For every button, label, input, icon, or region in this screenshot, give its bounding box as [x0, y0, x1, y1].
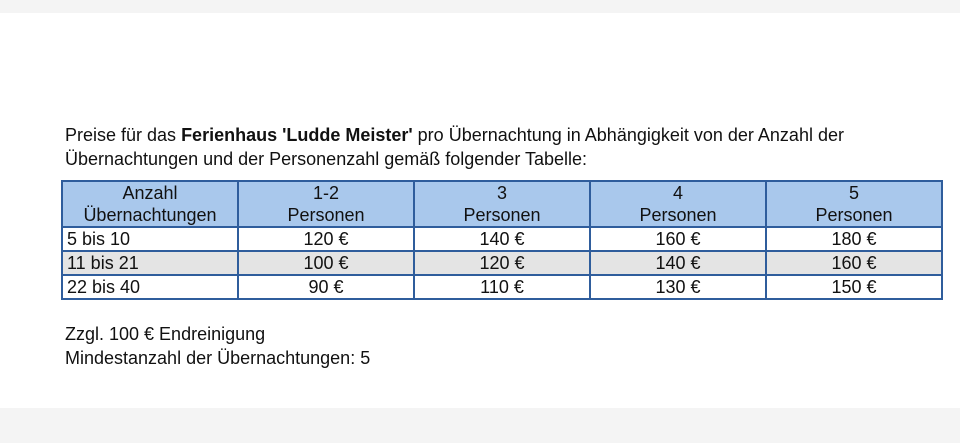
cell-price: 130 €: [590, 275, 766, 299]
cell-price: 140 €: [414, 227, 590, 251]
intro-line-2: Übernachtungen und der Personenzahl gemäß folgender Tabelle:: [65, 149, 588, 169]
table-row: [62, 275, 942, 299]
table-header-row: [62, 181, 942, 227]
price-table: [61, 180, 943, 300]
document-page: [0, 13, 960, 408]
cell-nights: 5 bis 10: [62, 227, 238, 251]
table-row: [62, 251, 942, 275]
cleaning-fee-note: Zzgl. 100 € Endreinigung: [65, 324, 266, 344]
intro-text-end: pro Übernachtung in Abhängigkeit von der Anzahl der: [412, 125, 844, 145]
header-5-persons: 5 Personen: [766, 181, 942, 227]
intro-paragraph: [65, 123, 935, 171]
cell-price: 140 €: [590, 251, 766, 275]
header-1-2-persons: 1-2 Personen: [238, 181, 414, 227]
cell-price: 120 €: [414, 251, 590, 275]
intro-text-start: Preise für das: [65, 125, 182, 145]
footer-notes: [65, 322, 370, 370]
cell-price: 150 €: [766, 275, 942, 299]
header-3-persons: 3 Personen: [414, 181, 590, 227]
header-4-persons: 4 Personen: [590, 181, 766, 227]
minimum-nights-note: Mindestanzahl der Übernachtungen: 5: [65, 348, 371, 368]
cell-nights: 22 bis 40: [62, 275, 238, 299]
cell-price: 180 €: [766, 227, 942, 251]
house-name: Ferienhaus 'Ludde Meister': [181, 125, 413, 145]
cell-price: 160 €: [766, 251, 942, 275]
table-row: [62, 227, 942, 251]
cell-nights: 11 bis 21: [62, 251, 238, 275]
header-nights: Anzahl Übernachtungen: [62, 181, 238, 227]
cell-price: 120 €: [238, 227, 414, 251]
cell-price: 160 €: [590, 227, 766, 251]
cell-price: 90 €: [238, 275, 414, 299]
cell-price: 110 €: [414, 275, 590, 299]
cell-price: 100 €: [238, 251, 414, 275]
